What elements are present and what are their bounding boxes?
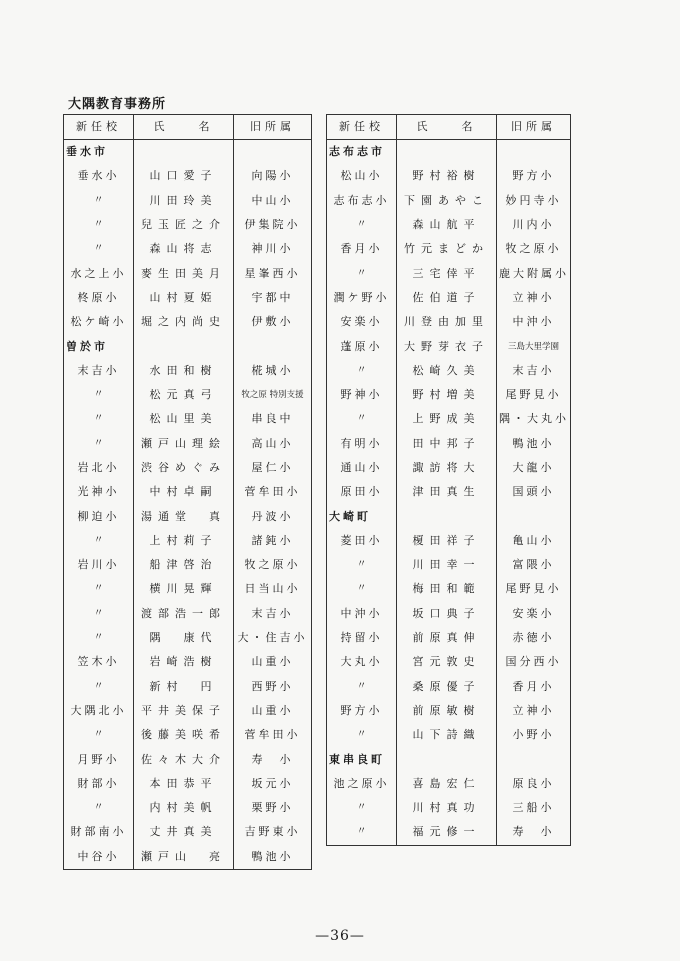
previous-post-cell: 日当山小	[234, 577, 312, 601]
teacher-name-cell: 榎田祥子	[397, 529, 497, 553]
table-row	[327, 480, 571, 504]
teacher-name-cell: 瀬戸山 亮	[134, 845, 234, 870]
table-row	[64, 602, 312, 626]
table-row	[327, 699, 571, 723]
previous-post-cell: 亀山小	[497, 529, 571, 553]
previous-post-cell: 諸鈍小	[234, 529, 312, 553]
previous-post-cell: 牧之原小	[497, 237, 571, 261]
previous-post-cell: 向陽小	[234, 164, 312, 188]
new-school-cell: 蓬原小	[327, 334, 397, 358]
table-row	[64, 626, 312, 650]
new-school-cell: 〃	[327, 359, 397, 383]
teacher-name-cell: 岩崎浩樹	[134, 650, 234, 674]
previous-post-cell: 伊集院小	[234, 213, 312, 237]
table-row	[64, 407, 312, 431]
teacher-name-cell: 松山里美	[134, 407, 234, 431]
table-row	[64, 480, 312, 504]
new-school-cell: 〃	[64, 383, 134, 407]
teacher-name-cell: 川田玲美	[134, 189, 234, 213]
previous-post-cell: 尾野見小	[497, 383, 571, 407]
teacher-name-cell: 堀之内尚史	[134, 310, 234, 334]
empty-cell	[397, 504, 497, 528]
teacher-name-cell: 山村夏姫	[134, 286, 234, 310]
new-school-cell: 光神小	[64, 480, 134, 504]
new-school-cell: 〃	[327, 675, 397, 699]
new-school-cell: 持留小	[327, 626, 397, 650]
new-school-cell: 〃	[64, 432, 134, 456]
previous-post-cell: 隅・大丸小	[497, 407, 571, 431]
new-school-cell: 〃	[64, 626, 134, 650]
table-row	[64, 432, 312, 456]
previous-post-cell: 坂元小	[234, 772, 312, 796]
empty-cell	[234, 334, 312, 358]
teacher-name-cell: 中村卓嗣	[134, 480, 234, 504]
teacher-name-cell: 新村 円	[134, 675, 234, 699]
previous-post-cell: 立神小	[497, 699, 571, 723]
table-row	[64, 772, 312, 796]
table-row	[64, 723, 312, 747]
teacher-name-cell: 梅田和範	[397, 577, 497, 601]
roster-table-left	[63, 114, 312, 870]
municipality-heading: 曽於市	[64, 334, 134, 358]
table-row	[64, 383, 312, 407]
teacher-name-cell: 川村真功	[397, 796, 497, 820]
roster-table-right	[326, 114, 571, 846]
empty-cell	[497, 504, 571, 528]
empty-cell	[397, 747, 497, 771]
previous-post-cell: 鹿大附属小	[497, 261, 571, 285]
group-row	[327, 504, 571, 528]
teacher-name-cell: 湯通堂 真	[134, 504, 234, 528]
teacher-name-cell: 坂口典子	[397, 602, 497, 626]
new-school-cell: 野神小	[327, 383, 397, 407]
table-row	[327, 261, 571, 285]
teacher-name-cell: 森山航平	[397, 213, 497, 237]
table-row	[64, 310, 312, 334]
new-school-cell: 〃	[327, 407, 397, 431]
table-row	[327, 310, 571, 334]
teacher-name-cell: 宮元敦史	[397, 650, 497, 674]
teacher-name-cell: 田中邦子	[397, 432, 497, 456]
table-row	[327, 237, 571, 261]
previous-post-cell: 山重小	[234, 650, 312, 674]
table-row	[327, 359, 571, 383]
table-row	[64, 213, 312, 237]
teacher-name-cell: 前原真伸	[397, 626, 497, 650]
new-school-cell: 月野小	[64, 747, 134, 771]
teacher-name-cell: 諏訪将大	[397, 456, 497, 480]
new-school-cell: 安楽小	[327, 310, 397, 334]
table-row	[327, 723, 571, 747]
table-row	[64, 286, 312, 310]
table-row	[64, 359, 312, 383]
new-school-cell: 財部南小	[64, 820, 134, 844]
previous-post-cell: 栗野小	[234, 796, 312, 820]
new-school-cell: 〃	[64, 602, 134, 626]
previous-post-cell: 伊敷小	[234, 310, 312, 334]
header-new-school: 新任校	[64, 115, 134, 140]
group-row	[327, 140, 571, 165]
page-title: 大隅教育事務所	[68, 97, 167, 112]
teacher-name-cell: 山下詩織	[397, 723, 497, 747]
empty-cell	[134, 334, 234, 358]
previous-post-cell: 大龍小	[497, 456, 571, 480]
table-row	[64, 261, 312, 285]
teacher-name-cell: 野村裕樹	[397, 164, 497, 188]
table-row	[327, 626, 571, 650]
municipality-heading: 志布志市	[327, 140, 397, 165]
previous-post-cell: 星峯西小	[234, 261, 312, 285]
new-school-cell: 垂水小	[64, 164, 134, 188]
teacher-name-cell: 松崎久美	[397, 359, 497, 383]
previous-post-cell: 赤徳小	[497, 626, 571, 650]
previous-post-cell: 三島大里学園	[497, 334, 571, 358]
table-header-row	[64, 115, 312, 140]
new-school-cell: 〃	[327, 796, 397, 820]
table-row	[64, 675, 312, 699]
header-name: 氏 名	[397, 115, 497, 140]
teacher-name-cell: 前原敏樹	[397, 699, 497, 723]
previous-post-cell: 末吉小	[497, 359, 571, 383]
teacher-name-cell: 上村莉子	[134, 529, 234, 553]
new-school-cell: 〃	[64, 723, 134, 747]
new-school-cell: 〃	[327, 261, 397, 285]
new-school-cell: 原田小	[327, 480, 397, 504]
new-school-cell: 中沖小	[327, 602, 397, 626]
teacher-name-cell: 喜島宏仁	[397, 772, 497, 796]
previous-post-cell: 立神小	[497, 286, 571, 310]
new-school-cell: 野方小	[327, 699, 397, 723]
previous-post-cell: 川内小	[497, 213, 571, 237]
table-row	[64, 237, 312, 261]
teacher-name-cell: 後藤美咲希	[134, 723, 234, 747]
teacher-name-cell: 山口愛子	[134, 164, 234, 188]
municipality-heading: 東串良町	[327, 747, 397, 771]
table-row	[327, 675, 571, 699]
previous-post-cell: 安楽小	[497, 602, 571, 626]
teacher-name-cell: 船津啓治	[134, 553, 234, 577]
new-school-cell: 〃	[64, 407, 134, 431]
previous-post-cell: 串良中	[234, 407, 312, 431]
previous-post-cell: 原良小	[497, 772, 571, 796]
teacher-name-cell: 瀬戸山理絵	[134, 432, 234, 456]
teacher-name-cell: 本田恭平	[134, 772, 234, 796]
teacher-name-cell: 下園あやこ	[397, 189, 497, 213]
teacher-name-cell: 麥生田美月	[134, 261, 234, 285]
previous-post-cell: 神川小	[234, 237, 312, 261]
group-row	[64, 334, 312, 358]
table-row	[64, 820, 312, 844]
teacher-name-cell: 水田和樹	[134, 359, 234, 383]
previous-post-cell: 山重小	[234, 699, 312, 723]
teacher-name-cell: 川登由加里	[397, 310, 497, 334]
municipality-heading: 大崎町	[327, 504, 397, 528]
table-row	[327, 577, 571, 601]
new-school-cell: 〃	[327, 723, 397, 747]
new-school-cell: 通山小	[327, 456, 397, 480]
table-row	[64, 456, 312, 480]
previous-post-cell: 三船小	[497, 796, 571, 820]
table-row	[64, 796, 312, 820]
table-row	[327, 213, 571, 237]
previous-post-cell: 宇都中	[234, 286, 312, 310]
new-school-cell: 〃	[327, 213, 397, 237]
new-school-cell: 〃	[64, 529, 134, 553]
new-school-cell: 〃	[64, 675, 134, 699]
previous-post-cell: 椛城小	[234, 359, 312, 383]
new-school-cell: 〃	[64, 237, 134, 261]
teacher-name-cell: 竹元まどか	[397, 237, 497, 261]
teacher-name-cell: 佐々木大介	[134, 747, 234, 771]
previous-post-cell: 屋仁小	[234, 456, 312, 480]
new-school-cell: 岩川小	[64, 553, 134, 577]
table-row	[64, 553, 312, 577]
new-school-cell: 大丸小	[327, 650, 397, 674]
teacher-name-cell: 大野芽衣子	[397, 334, 497, 358]
group-row	[327, 747, 571, 771]
previous-post-cell: 末吉小	[234, 602, 312, 626]
teacher-name-cell: 森山将志	[134, 237, 234, 261]
new-school-cell: 財部小	[64, 772, 134, 796]
new-school-cell: 潤ケ野小	[327, 286, 397, 310]
new-school-cell: 松山小	[327, 164, 397, 188]
table-row	[327, 772, 571, 796]
header-new-school: 新任校	[327, 115, 397, 140]
teacher-name-cell: 渋谷めぐみ	[134, 456, 234, 480]
previous-post-cell: 丹波小	[234, 504, 312, 528]
new-school-cell: 池之原小	[327, 772, 397, 796]
previous-post-cell: 野方小	[497, 164, 571, 188]
table-row	[327, 189, 571, 213]
table-row	[64, 529, 312, 553]
previous-post-cell: 国頭小	[497, 480, 571, 504]
previous-post-cell: 香月小	[497, 675, 571, 699]
previous-post-cell: 菅牟田小	[234, 723, 312, 747]
teacher-name-cell: 平井美保子	[134, 699, 234, 723]
new-school-cell: 〃	[327, 820, 397, 845]
previous-post-cell: 牧之原小	[234, 553, 312, 577]
teacher-name-cell: 上野成美	[397, 407, 497, 431]
empty-cell	[497, 747, 571, 771]
previous-post-cell: 寿 小	[497, 820, 571, 845]
header-previous-post: 旧所属	[497, 115, 571, 140]
teacher-name-cell: 佐伯道子	[397, 286, 497, 310]
table-row	[327, 650, 571, 674]
previous-post-cell: 中沖小	[497, 310, 571, 334]
previous-post-cell: 大・住吉小	[234, 626, 312, 650]
table-row	[327, 820, 571, 845]
empty-cell	[397, 140, 497, 165]
table-row	[327, 602, 571, 626]
new-school-cell: 有明小	[327, 432, 397, 456]
new-school-cell: 〃	[64, 189, 134, 213]
previous-post-cell: 中山小	[234, 189, 312, 213]
page-number: —36—	[315, 928, 365, 944]
new-school-cell: 柳迫小	[64, 504, 134, 528]
teacher-name-cell: 渡部浩一郎	[134, 602, 234, 626]
empty-cell	[497, 140, 571, 165]
table-row	[327, 164, 571, 188]
teacher-name-cell: 福元修一	[397, 820, 497, 845]
table-row	[64, 504, 312, 528]
table-row	[64, 577, 312, 601]
previous-post-cell: 小野小	[497, 723, 571, 747]
previous-post-cell: 富隈小	[497, 553, 571, 577]
teacher-name-cell: 隅 康代	[134, 626, 234, 650]
teacher-name-cell: 丈井真美	[134, 820, 234, 844]
previous-post-cell: 妙円寺小	[497, 189, 571, 213]
new-school-cell: 柊原小	[64, 286, 134, 310]
table-row	[64, 747, 312, 771]
previous-post-cell: 鴨池小	[497, 432, 571, 456]
previous-post-cell: 寿 小	[234, 747, 312, 771]
previous-post-cell: 牧之原 特別支援	[234, 383, 312, 407]
header-previous-post: 旧所属	[234, 115, 312, 140]
table-row	[64, 189, 312, 213]
table-row	[327, 286, 571, 310]
teacher-name-cell: 松元真弓	[134, 383, 234, 407]
teacher-name-cell: 横川晃輝	[134, 577, 234, 601]
previous-post-cell: 国分西小	[497, 650, 571, 674]
table-row	[327, 529, 571, 553]
new-school-cell: 志布志小	[327, 189, 397, 213]
new-school-cell: 笠木小	[64, 650, 134, 674]
empty-cell	[134, 140, 234, 165]
new-school-cell: 〃	[327, 553, 397, 577]
table-row	[327, 553, 571, 577]
new-school-cell: 〃	[64, 213, 134, 237]
table-row	[327, 432, 571, 456]
table-row	[327, 407, 571, 431]
new-school-cell: 水之上小	[64, 261, 134, 285]
table-row	[64, 699, 312, 723]
table-row	[64, 845, 312, 870]
teacher-name-cell: 桑原優子	[397, 675, 497, 699]
table-row	[327, 456, 571, 480]
new-school-cell: 末吉小	[64, 359, 134, 383]
table-row	[64, 164, 312, 188]
teacher-name-cell: 野村増美	[397, 383, 497, 407]
group-row	[64, 140, 312, 165]
new-school-cell: 菱田小	[327, 529, 397, 553]
table-row	[327, 383, 571, 407]
teacher-name-cell: 兒玉匠之介	[134, 213, 234, 237]
new-school-cell: 〃	[64, 796, 134, 820]
previous-post-cell: 吉野東小	[234, 820, 312, 844]
municipality-heading: 垂水市	[64, 140, 134, 165]
previous-post-cell: 高山小	[234, 432, 312, 456]
table-row	[64, 650, 312, 674]
table-row	[327, 334, 571, 358]
new-school-cell: 松ケ崎小	[64, 310, 134, 334]
new-school-cell: 大隅北小	[64, 699, 134, 723]
previous-post-cell: 尾野見小	[497, 577, 571, 601]
previous-post-cell: 西野小	[234, 675, 312, 699]
new-school-cell: 〃	[327, 577, 397, 601]
new-school-cell: 香月小	[327, 237, 397, 261]
teacher-name-cell: 三宅倖平	[397, 261, 497, 285]
header-name: 氏 名	[134, 115, 234, 140]
new-school-cell: 中谷小	[64, 845, 134, 870]
table-header-row	[327, 115, 571, 140]
previous-post-cell: 菅牟田小	[234, 480, 312, 504]
teacher-name-cell: 内村美帆	[134, 796, 234, 820]
teacher-name-cell: 津田真生	[397, 480, 497, 504]
table-row	[327, 796, 571, 820]
empty-cell	[234, 140, 312, 165]
previous-post-cell: 鴨池小	[234, 845, 312, 870]
new-school-cell: 岩北小	[64, 456, 134, 480]
new-school-cell: 〃	[64, 577, 134, 601]
teacher-name-cell: 川田幸一	[397, 553, 497, 577]
